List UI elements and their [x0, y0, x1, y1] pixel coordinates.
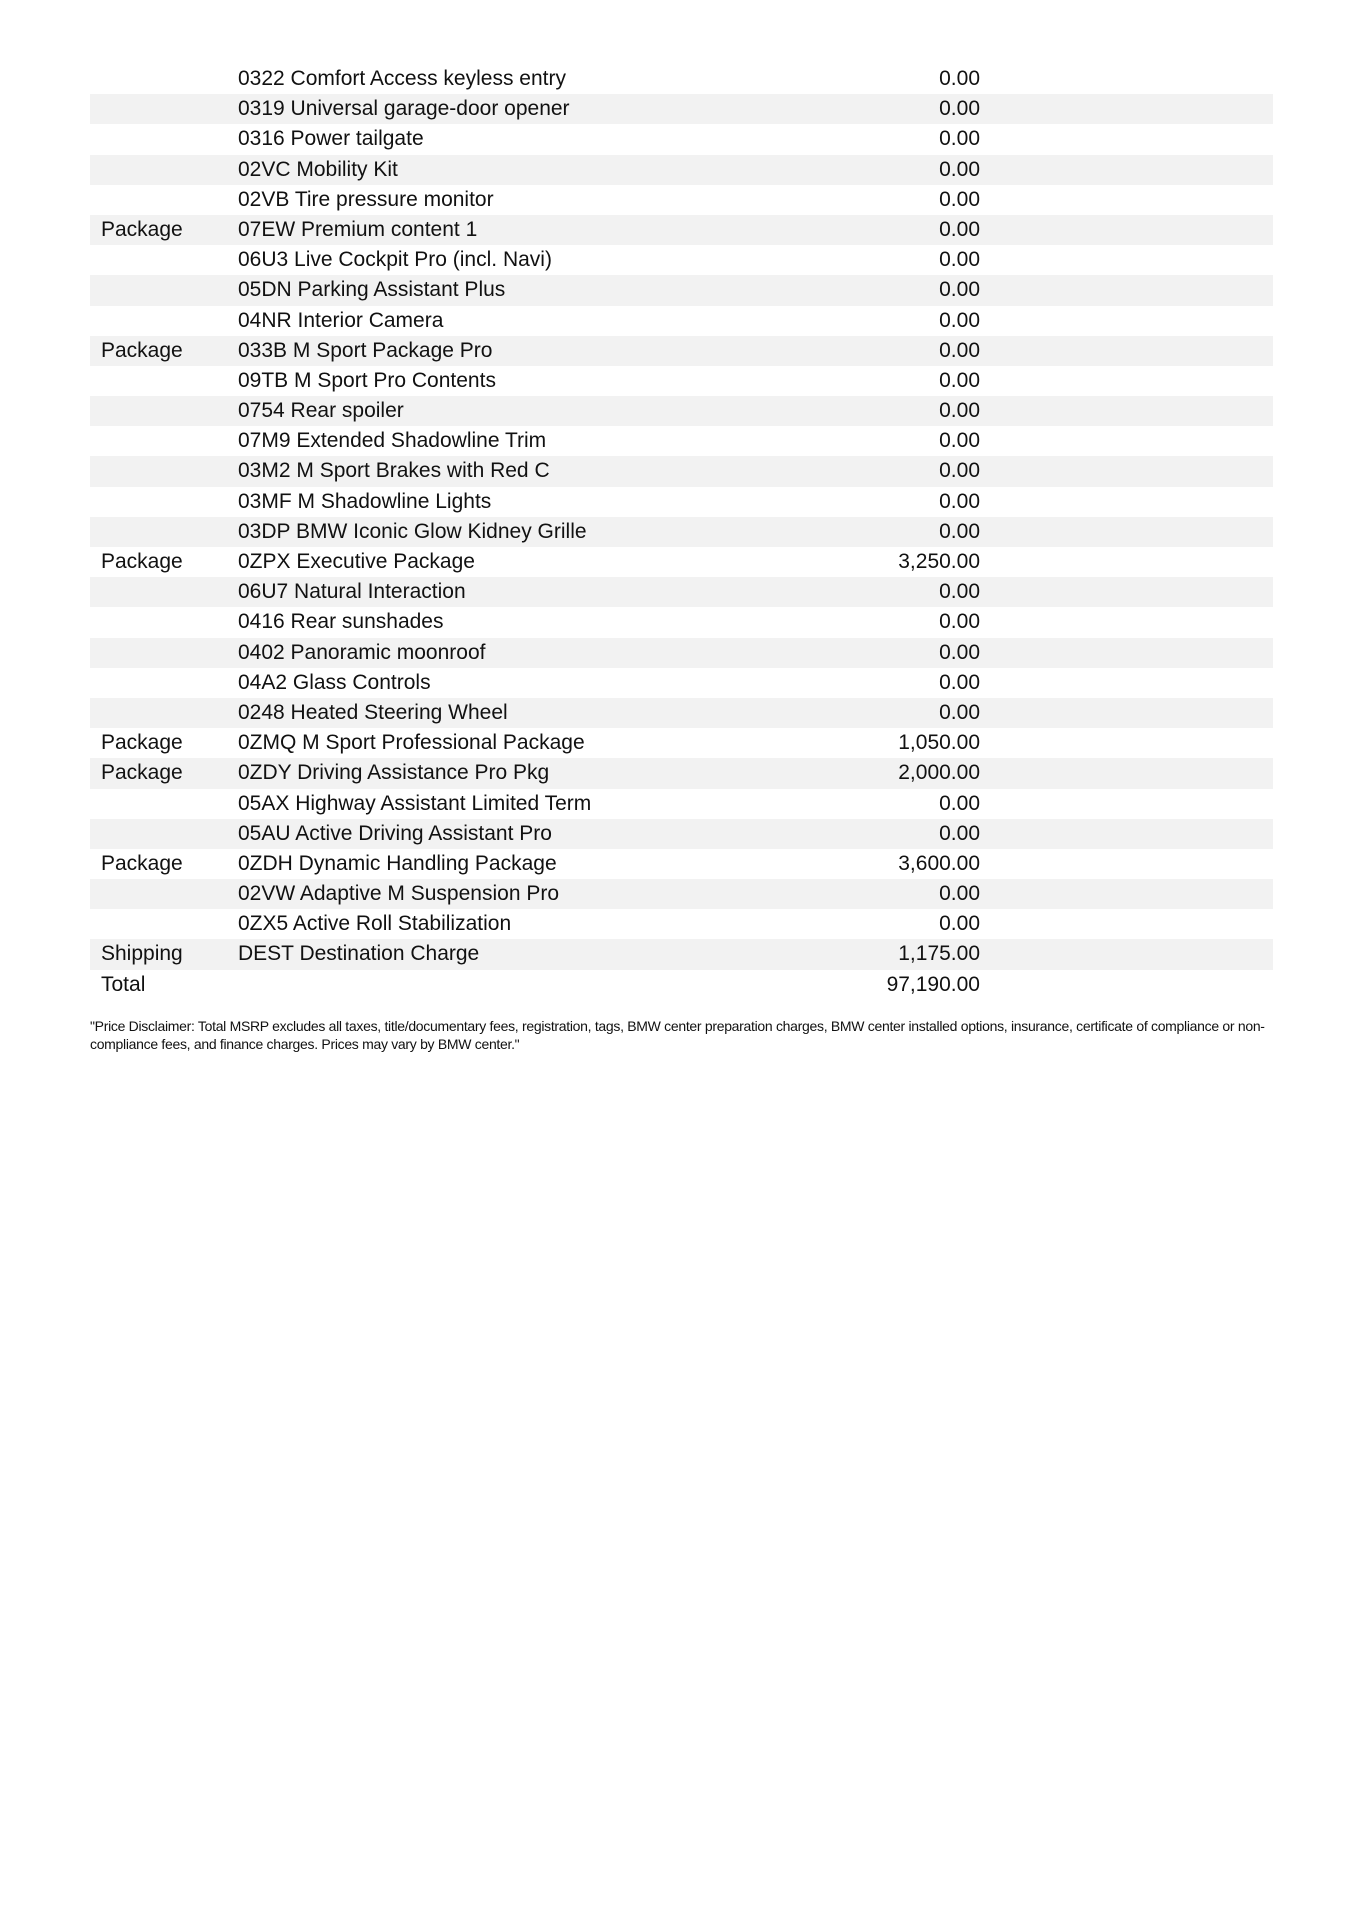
options-price-table	[90, 64, 1273, 1000]
row-description: 0ZX5 Active Roll Stabilization	[238, 912, 512, 936]
table-row	[90, 939, 1273, 969]
table-row	[90, 909, 1273, 939]
row-description: 05AU Active Driving Assistant Pro	[238, 821, 552, 845]
row-description: 0ZMQ M Sport Professional Package	[238, 731, 585, 755]
row-price: 0.00	[939, 640, 980, 664]
row-description: 0754 Rear spoiler	[238, 399, 404, 423]
row-price: 0.00	[939, 489, 980, 513]
row-price: 3,600.00	[898, 851, 980, 875]
row-description: 07EW Premium content 1	[238, 217, 478, 241]
row-price: 0.00	[939, 700, 980, 724]
row-description: 03DP BMW Iconic Glow Kidney Grille	[238, 519, 587, 543]
table-row	[90, 306, 1273, 336]
row-description: 05AX Highway Assistant Limited Term	[238, 791, 592, 815]
row-description: 0ZPX Executive Package	[238, 550, 475, 573]
table-row	[90, 607, 1273, 637]
row-description: 06U7 Natural Interaction	[238, 580, 466, 604]
row-price: 0.00	[939, 187, 980, 211]
row-description: 04NR Interior Camera	[238, 308, 444, 332]
table-row	[90, 789, 1273, 819]
table-row	[90, 668, 1273, 698]
row-description: 02VB Tire pressure monitor	[238, 187, 494, 211]
row-description: 04A2 Glass Controls	[238, 670, 431, 694]
row-description: 06U3 Live Cockpit Pro (incl. Navi)	[238, 248, 552, 272]
table-row	[90, 698, 1273, 728]
table-row	[90, 245, 1273, 275]
row-price: 0.00	[939, 217, 980, 241]
table-row	[90, 275, 1273, 305]
row-price: 0.00	[939, 127, 980, 151]
row-price: 0.00	[939, 368, 980, 392]
row-price: 0.00	[939, 519, 980, 543]
row-price: 0.00	[939, 791, 980, 815]
row-price: 0.00	[939, 882, 980, 906]
total-row	[90, 970, 1273, 1000]
row-description: 0322 Comfort Access keyless entry	[238, 67, 566, 90]
row-description: 0ZDY Driving Assistance Pro Pkg	[238, 761, 550, 785]
table-row	[90, 64, 1273, 94]
row-price: 2,000.00	[898, 761, 980, 785]
table-row	[90, 487, 1273, 517]
price-disclaimer: "Price Disclaimer: Total MSRP excludes all taxes, title/documentary fees, registration, tags, BMW center preparation charges, BMW center installed options, insurance, certificate of compliance or non-compliance fees, and finance charges. Prices may vary by BMW center."	[90, 1018, 1265, 1052]
row-description: 0402 Panoramic moonroof	[238, 640, 486, 664]
row-price: 0.00	[939, 429, 980, 453]
row-price: 0.00	[939, 912, 980, 936]
row-category: Package	[101, 761, 183, 785]
row-price: 1,175.00	[898, 942, 980, 966]
row-price: 0.00	[939, 278, 980, 302]
row-price: 0.00	[939, 580, 980, 604]
row-price: 0.00	[939, 157, 980, 181]
row-price: 1,050.00	[898, 731, 980, 755]
row-category: Package	[101, 851, 183, 875]
row-price: 0.00	[939, 670, 980, 694]
table-row	[90, 396, 1273, 426]
row-description: DEST Destination Charge	[238, 942, 480, 966]
row-price: 0.00	[939, 610, 980, 634]
table-row	[90, 426, 1273, 456]
table-row	[90, 638, 1273, 668]
row-category: Package	[101, 338, 183, 362]
row-description: 02VC Mobility Kit	[238, 157, 398, 181]
table-row	[90, 547, 1273, 577]
row-description: 07M9 Extended Shadowline Trim	[238, 429, 547, 453]
row-price: 0.00	[939, 97, 980, 121]
row-description: 033B M Sport Package Pro	[238, 338, 493, 362]
total-price: 97,190.00	[886, 972, 980, 996]
row-description: 0319 Universal garage-door opener	[238, 97, 570, 121]
row-description: 05DN Parking Assistant Plus	[238, 278, 506, 302]
table-row	[90, 517, 1273, 547]
row-price: 0.00	[939, 67, 980, 90]
row-description: 03MF M Shadowline Lights	[238, 489, 492, 513]
row-description: 03M2 M Sport Brakes with Red C	[238, 459, 550, 483]
table-row	[90, 336, 1273, 366]
table-row	[90, 819, 1273, 849]
row-description: 0316 Power tailgate	[238, 127, 424, 151]
table-row	[90, 758, 1273, 788]
row-price: 0.00	[939, 248, 980, 272]
row-description: 0416 Rear sunshades	[238, 610, 444, 634]
row-category: Package	[101, 731, 183, 755]
row-price: 0.00	[939, 459, 980, 483]
table-row	[90, 366, 1273, 396]
row-description: 0ZDH Dynamic Handling Package	[238, 851, 557, 875]
row-description: 02VW Adaptive M Suspension Pro	[238, 882, 560, 906]
row-price: 0.00	[939, 338, 980, 362]
table-row	[90, 879, 1273, 909]
row-price: 0.00	[939, 399, 980, 423]
table-row	[90, 94, 1273, 124]
row-description: 0248 Heated Steering Wheel	[238, 700, 508, 724]
table-row	[90, 728, 1273, 758]
table-row	[90, 155, 1273, 185]
row-category: Shipping	[101, 942, 183, 966]
table-row	[90, 185, 1273, 215]
row-price: 3,250.00	[898, 550, 980, 573]
row-description: 09TB M Sport Pro Contents	[238, 368, 496, 392]
table-row	[90, 215, 1273, 245]
table-row	[90, 124, 1273, 154]
row-price: 0.00	[939, 308, 980, 332]
row-category: Package	[101, 217, 183, 241]
table-row	[90, 456, 1273, 486]
table-row	[90, 849, 1273, 879]
row-category: Total	[101, 972, 146, 996]
row-category: Package	[101, 550, 183, 573]
table-row	[90, 577, 1273, 607]
row-price: 0.00	[939, 821, 980, 845]
